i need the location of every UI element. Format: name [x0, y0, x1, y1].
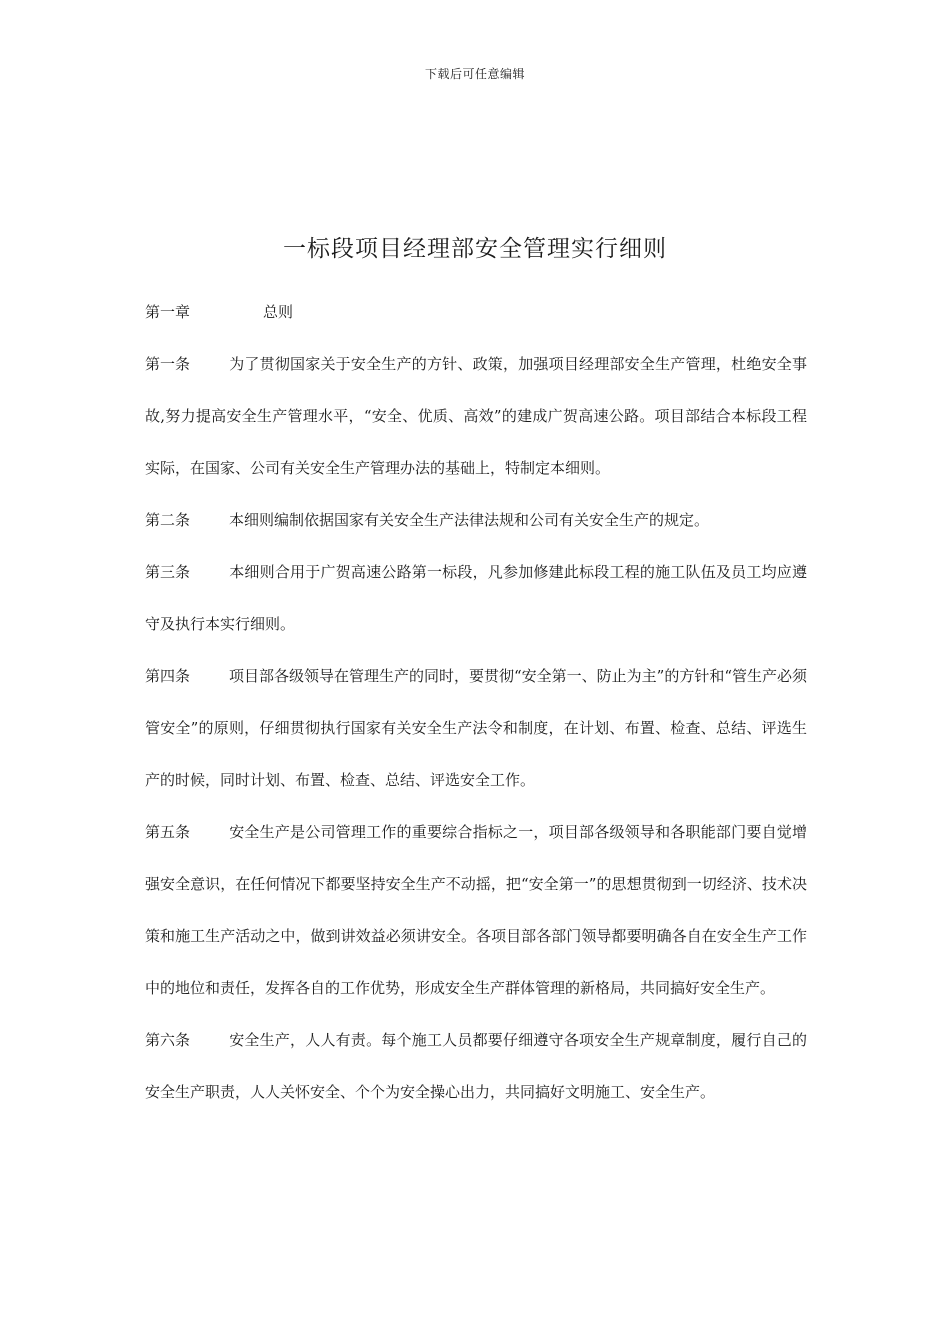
chapter-heading: [145, 286, 807, 338]
chapter-name: 总则: [263, 303, 294, 321]
article-2: [145, 494, 807, 546]
article-text: 本细则编制依据国家有关安全生产法律法规和公司有关安全生产的规定。: [229, 511, 710, 529]
article-text: 项目部各级领导在管理生产的同时，要贯彻“安全第一、防止为主”的方针和“管生产必须管安全”的原则，仔细贯彻执行国家有关安全生产法令和制度，在计划、布置、检查、总结、评选生产的时候，同时计划、布置、检查、总结、评选安全工作。: [145, 667, 808, 789]
document-title: 一标段项目经理部安全管理实行细则: [283, 236, 667, 262]
article-label: 第二条: [145, 511, 191, 529]
article-label: 第五条: [145, 823, 191, 841]
article-4: [145, 650, 807, 806]
article-1: [145, 338, 807, 494]
article-label: 第四条: [145, 667, 191, 685]
article-label: 第六条: [145, 1031, 191, 1049]
article-text: 安全生产是公司管理工作的重要综合指标之一，项目部各级领导和各职能部门要自觉增强安全意识，在任何情况下都要坚持安全生产不动摇，把“安全第一”的思想贯彻到一切经济、技术决策和施工生产活动之中，做到讲效益必须讲安全。各项目部各部门领导都要明确各自在安全生产工作中的地位和责任，发挥各自的工作优势，形成安全生产群体管理的新格局，共同搞好安全生产。: [145, 823, 807, 997]
article-3: [145, 546, 807, 650]
document-body: [145, 286, 807, 1118]
article-5: [145, 806, 807, 1014]
article-text: 本细则合用于广贺高速公路第一标段，凡参加修建此标段工程的施工队伍及员工均应遵守及执行本实行细则。: [145, 563, 807, 633]
chapter-label: 第一章: [145, 303, 191, 321]
article-text: 为了贯彻国家关于安全生产的方针、政策，加强项目经理部安全生产管理，杜绝安全事故,努力提高安全生产管理水平，“安全、优质、高效”的建成广贺高速公路。项目部结合本标段工程实际，在国家、公司有关安全生产管理办法的基础上，特制定本细则。: [145, 355, 807, 477]
article-6: [145, 1014, 807, 1118]
page-header-note: 下载后可任意编辑: [424, 67, 525, 81]
article-label: 第三条: [145, 563, 191, 581]
article-label: 第一条: [145, 355, 191, 373]
article-text: 安全生产，人人有责。每个施工人员都要仔细遵守各项安全生产规章制度，履行自己的安全生产职责，人人关怀安全、个个为安全操心出力，共同搞好文明施工、安全生产。: [145, 1031, 807, 1101]
